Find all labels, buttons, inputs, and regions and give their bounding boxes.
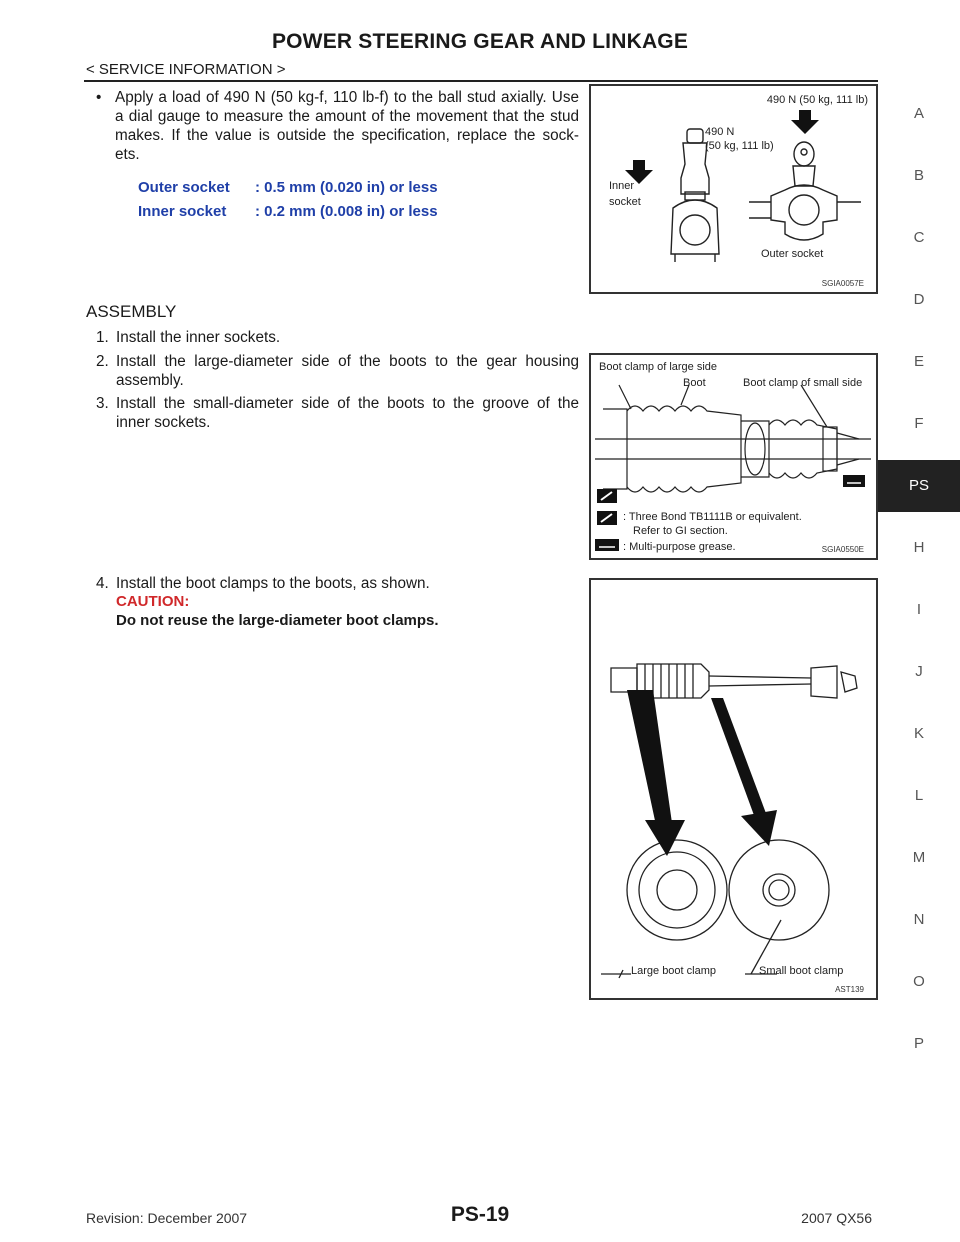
step-number: 2. — [96, 353, 109, 370]
legend-text: : Three Bond TB1111B or equivalent. — [623, 511, 802, 523]
step-text: inner sockets. — [116, 414, 211, 431]
figure-label: Boot clamp of small side — [743, 377, 863, 389]
index-tab-o[interactable]: O — [913, 973, 925, 990]
instruction-text: ets. — [115, 146, 140, 163]
step-text: Install the large-diameter side of the boots to the gear housing — [116, 353, 579, 370]
figure-label: Inner — [609, 180, 635, 192]
pointer-arrow-icon — [627, 690, 673, 830]
index-tab-f[interactable]: F — [914, 415, 924, 432]
footer-model: 2007 QX56 — [801, 1210, 872, 1226]
caution-label: CAUTION: — [116, 593, 190, 610]
sealant-icon — [597, 511, 617, 525]
bullet-marker: • — [96, 89, 102, 106]
index-tab-n[interactable]: N — [913, 911, 925, 928]
index-tab-p[interactable]: P — [913, 1035, 924, 1052]
step-text: Install the boot clamps to the boots, as shown. — [116, 575, 430, 592]
index-tab-d[interactable]: D — [913, 291, 925, 308]
boot-clamp-diagram — [591, 580, 876, 998]
grease-icon — [843, 475, 865, 487]
step-text: Install the small-diameter side of the boots to the groove of the — [116, 395, 579, 412]
section-heading: ASSEMBLY — [86, 302, 177, 321]
index-tab-h[interactable]: H — [913, 539, 925, 556]
section-index — [878, 0, 960, 1242]
index-tab-b[interactable]: B — [913, 167, 924, 184]
step-text: assembly. — [116, 372, 184, 389]
page-title: POWER STEERING GEAR AND LINKAGE — [271, 30, 689, 53]
figure-label: Small boot clamp — [759, 965, 844, 977]
index-tab-ps[interactable]: PS — [878, 460, 960, 512]
spec-value: : 0.5 mm (0.020 in) or less — [255, 179, 438, 196]
footer-revision: Revision: December 2007 — [86, 1210, 248, 1226]
instruction-text: Apply a load of 490 N (50 kg-f, 110 lb-f) to the ball stud axially. Use — [115, 89, 579, 106]
figure-label: 490 N (50 kg, 111 lb) — [766, 94, 868, 106]
figure-label: Outer socket — [761, 248, 824, 260]
index-tab-i[interactable]: I — [916, 601, 922, 618]
footer-page-number: PS-19 — [450, 1203, 510, 1226]
caution-text: Do not reuse the large-diameter boot clamps. — [116, 612, 439, 629]
index-tab-j[interactable]: J — [915, 663, 923, 680]
pointer-arrow-icon — [645, 820, 685, 856]
figure-id: SGIA0057E — [821, 279, 864, 288]
index-tab-e[interactable]: E — [913, 353, 924, 370]
spec-label: Inner socket — [138, 203, 227, 220]
step-number: 3. — [96, 395, 109, 412]
legend-text: Refer to GI section. — [633, 525, 728, 537]
sealant-icon — [597, 489, 617, 503]
legend-text: : Multi-purpose grease. — [623, 541, 736, 553]
step-text: Install the inner sockets. — [116, 329, 281, 346]
figure-label: 490 N — [705, 126, 735, 138]
instruction-text: makes. If the value is outside the specification, replace the sock- — [115, 127, 579, 144]
figure-label: socket — [609, 196, 641, 208]
grease-icon — [595, 539, 619, 551]
figure-ball-stud-load — [589, 84, 878, 294]
spec-label: Outer socket — [138, 179, 230, 196]
figure-boot-installation — [589, 353, 878, 560]
index-tab-k[interactable]: K — [913, 725, 924, 742]
figure-label: Boot — [683, 377, 706, 389]
step-number: 4. — [96, 575, 109, 592]
index-tab-l[interactable]: L — [914, 787, 924, 804]
header-divider — [84, 80, 878, 82]
pointer-arrow-icon — [711, 698, 767, 818]
index-tab-m[interactable]: M — [912, 849, 926, 866]
step-number: 1. — [96, 329, 109, 346]
instruction-text: a dial gauge to measure the amount of the movement that the stud — [115, 108, 579, 125]
figure-label: (50 kg, 111 lb) — [705, 140, 774, 152]
figure-boot-clamps — [589, 578, 878, 1000]
index-tab-a[interactable]: A — [913, 105, 924, 122]
load-arrow-icon — [791, 110, 819, 134]
figure-id: SGIA0550E — [821, 545, 864, 554]
figure-label: Large boot clamp — [631, 965, 716, 977]
figure-id: AST139 — [835, 985, 864, 994]
page-subtitle: < SERVICE INFORMATION > — [86, 61, 286, 78]
spec-value: : 0.2 mm (0.008 in) or less — [255, 203, 438, 220]
index-tab-c[interactable]: C — [913, 229, 925, 246]
figure-label: Boot clamp of large side — [599, 361, 718, 373]
